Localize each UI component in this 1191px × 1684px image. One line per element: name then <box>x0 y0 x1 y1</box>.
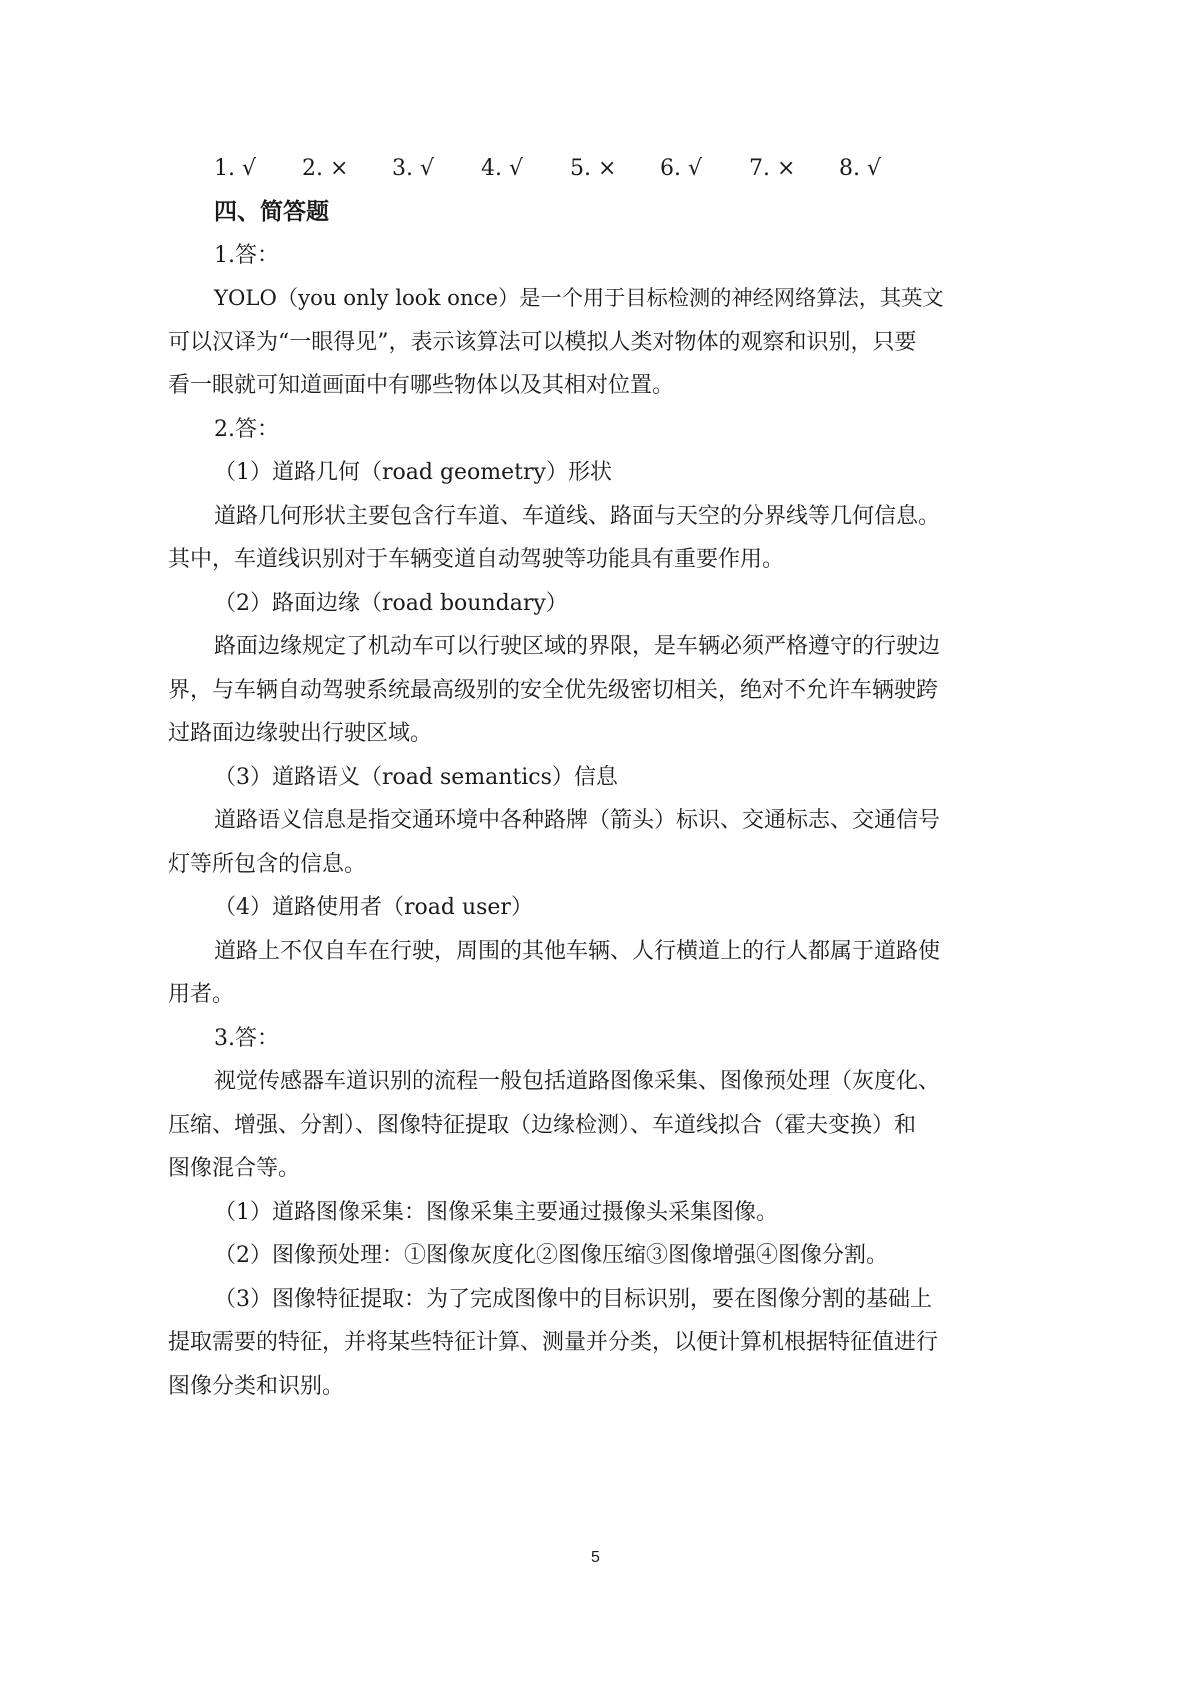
body-line: 道路语义信息是指交通环境中各种路牌（箭头）标识、交通标志、交通信号 <box>214 808 941 833</box>
body-line: 图像分类和识别。 <box>168 1374 345 1399</box>
body-line: 用者。 <box>168 982 235 1007</box>
subheading: （2）路面边缘（road boundary） <box>214 591 568 616</box>
tf-answer-6: 6. √ <box>660 156 703 181</box>
body-line: （2）图像预处理：①图像灰度化②图像压缩③图像增强④图像分割。 <box>214 1243 888 1268</box>
subheading: （4）道路使用者（road user） <box>214 895 533 920</box>
body-line: YOLO（you only look once）是一个用于目标检测的神经网络算法，其英文 <box>214 286 944 311</box>
body-line: （3）图像特征提取：为了完成图像中的目标识别，要在图像分割的基础上 <box>214 1287 932 1312</box>
tf-answer-8: 8. √ <box>839 156 882 181</box>
body-line: 看一眼就可知道画面中有哪些物体以及其相对位置。 <box>168 373 675 398</box>
body-line: 过路面边缘驶出行驶区域。 <box>168 721 433 746</box>
body-line: 路面边缘规定了机动车可以行驶区域的界限，是车辆必须严格遵守的行驶边 <box>214 634 941 659</box>
tf-answer-3: 3. √ <box>392 156 435 181</box>
body-line: 道路几何形状主要包含行车道、车道线、路面与天空的分界线等几何信息。 <box>214 504 941 529</box>
body-line: 道路上不仅自车在行驶，周围的其他车辆、人行横道上的行人都属于道路使 <box>214 939 941 964</box>
tf-answer-7: 7. × <box>749 156 796 181</box>
body-line: 压缩、增强、分割）、图像特征提取（边缘检测）、车道线拟合（霍夫变换）和 <box>168 1113 917 1138</box>
tf-answer-4: 4. √ <box>481 156 524 181</box>
subheading: （1）道路几何（road geometry）形状 <box>214 460 612 485</box>
body-line: 提取需要的特征，并将某些特征计算、测量并分类，以便计算机根据特征值进行 <box>168 1330 939 1355</box>
tf-answer-2: 2. × <box>302 156 349 181</box>
body-line: 可以汉译为“一眼得见”，表示该算法可以模拟人类对物体的观察和识别，只要 <box>168 330 917 355</box>
answer-1-label: 1.答： <box>214 243 279 268</box>
body-line: 界，与车辆自动驾驶系统最高级别的安全优先级密切相关，绝对不允许车辆驶跨 <box>168 678 939 703</box>
body-line: 视觉传感器车道识别的流程一般包括道路图像采集、图像预处理（灰度化、 <box>214 1069 941 1094</box>
subheading: （3）道路语义（road semantics）信息 <box>214 765 618 790</box>
section-heading: 四、简答题 <box>214 199 329 225</box>
body-line: （1）道路图像采集：图像采集主要通过摄像头采集图像。 <box>214 1200 778 1225</box>
tf-answer-5: 5. × <box>570 156 617 181</box>
answer-2-label: 2.答： <box>214 417 279 442</box>
tf-answer-1: 1. √ <box>214 156 257 181</box>
body-line: 其中，车道线识别对于车辆变道自动驾驶等功能具有重要作用。 <box>168 547 785 572</box>
page-number: 5 <box>591 1549 600 1566</box>
answer-3-label: 3.答： <box>214 1026 279 1051</box>
body-line: 灯等所包含的信息。 <box>168 852 367 877</box>
body-line: 图像混合等。 <box>168 1156 301 1181</box>
